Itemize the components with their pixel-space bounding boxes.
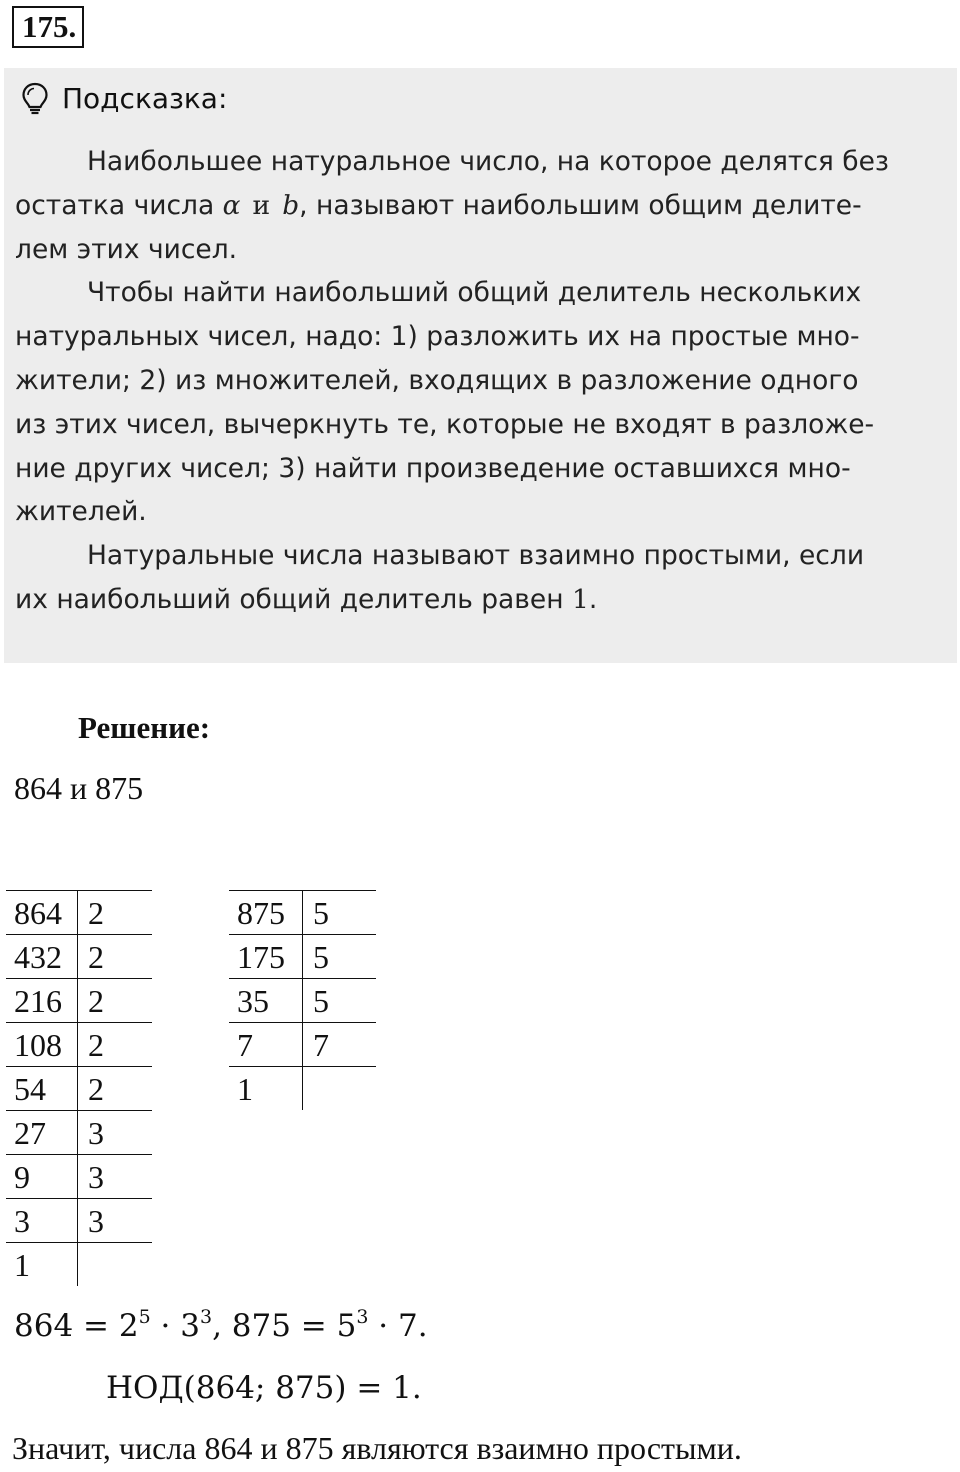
dividend-cell: 108 — [6, 1023, 78, 1067]
dividend-cell: 9 — [6, 1155, 78, 1199]
hint-line: Натуральные числа называют взаимно простыми, если — [87, 540, 865, 572]
dividend-cell: 216 — [6, 979, 78, 1023]
hint-text-fragment: , называют наибольшим общим делите- — [299, 189, 862, 221]
table-row — [6, 935, 152, 979]
table-row — [229, 979, 376, 1023]
hint-text-fragment: их наибольший общий делитель равен — [15, 583, 572, 615]
factor-cell — [303, 1067, 377, 1111]
dividend-cell: 35 — [229, 979, 303, 1023]
conjunction: и — [252, 189, 271, 221]
factor-cell: 2 — [78, 979, 153, 1023]
table-row — [6, 1199, 152, 1243]
exponent: 5 — [138, 1306, 151, 1328]
numbers-line: 864 и 875 — [14, 770, 144, 806]
conclusion: Значит, числа 864 и 875 являются взаимно простыми. — [12, 1430, 742, 1466]
dividend-cell: 1 — [6, 1243, 78, 1287]
table-row — [229, 1023, 376, 1067]
dividend-cell: 7 — [229, 1023, 303, 1067]
hint-line — [15, 578, 943, 622]
table-row — [6, 1111, 152, 1155]
number-one: 1 — [571, 583, 589, 615]
hint-line: из этих чисел, вычеркнуть те, которые не входят в разложе- — [15, 408, 875, 440]
lightbulb-icon — [18, 81, 52, 115]
dividend-cell: 875 — [229, 891, 303, 935]
factorization-table-864 — [6, 890, 152, 1286]
hint-text — [15, 140, 943, 622]
formula-part: , 875 = 5 — [212, 1308, 357, 1344]
table-row — [6, 1067, 152, 1111]
exponent: 3 — [356, 1306, 369, 1328]
factor-cell: 5 — [303, 935, 377, 979]
table-row — [229, 891, 376, 935]
dividend-cell: 432 — [6, 935, 78, 979]
dividend-cell: 3 — [6, 1199, 78, 1243]
table-row — [6, 891, 152, 935]
factor-cell: 2 — [78, 1023, 153, 1067]
hint-line: жителей. — [15, 496, 147, 528]
solution-title: Решение: — [78, 710, 211, 745]
hint-line — [15, 184, 943, 228]
factorization-table-875 — [229, 890, 376, 1110]
formula-part: · 3 — [150, 1308, 200, 1344]
dividend-cell: 864 — [6, 891, 78, 935]
dividend-cell: 1 — [229, 1067, 303, 1111]
factor-cell: 5 — [303, 891, 377, 935]
hint-line: Чтобы найти наибольший общий делитель нескольких — [87, 277, 862, 309]
factor-cell: 3 — [78, 1199, 153, 1243]
factor-cell: 2 — [78, 891, 153, 935]
table-row — [6, 979, 152, 1023]
hint-title: Подсказка: — [62, 81, 228, 115]
factor-cell: 3 — [78, 1111, 153, 1155]
problem-number: 175. — [12, 6, 84, 48]
variable-b: b — [282, 189, 300, 221]
table-row — [6, 1155, 152, 1199]
factor-cell: 2 — [78, 1067, 153, 1111]
variable-a: α — [222, 189, 241, 221]
hint-line: Наибольшее натуральное число, на которое делятся без — [87, 146, 890, 177]
hint-box — [4, 68, 957, 663]
hint-text-fragment: остатка числа — [15, 189, 223, 221]
formula-part: 864 = 2 — [14, 1308, 139, 1344]
hint-header — [18, 80, 227, 116]
dividend-cell: 27 — [6, 1111, 78, 1155]
factor-cell: 5 — [303, 979, 377, 1023]
dividend-cell: 175 — [229, 935, 303, 979]
hint-line: натуральных чисел, надо: 1) разложить их на простые мно- — [15, 321, 860, 353]
factor-cell — [78, 1243, 153, 1287]
gcd-formula: НОД(864; 875) = 1. — [106, 1370, 422, 1406]
table-row — [6, 1243, 152, 1287]
hint-line: жители; 2) из множителей, входящих в разложение одного — [15, 364, 859, 396]
factorization-formula — [14, 1308, 428, 1344]
table-row — [229, 935, 376, 979]
factor-cell: 2 — [78, 935, 153, 979]
dividend-cell: 54 — [6, 1067, 78, 1111]
hint-text-fragment: . — [588, 583, 598, 615]
hint-line: лем этих чисел. — [15, 233, 238, 265]
factor-cell: 7 — [303, 1023, 377, 1067]
formula-part: · 7. — [368, 1308, 428, 1344]
table-row — [229, 1067, 376, 1111]
hint-line: ние других чисел; 3) найти произведение оставшихся мно- — [15, 452, 851, 484]
table-row — [6, 1023, 152, 1067]
exponent: 3 — [199, 1306, 213, 1328]
factor-cell: 3 — [78, 1155, 153, 1199]
